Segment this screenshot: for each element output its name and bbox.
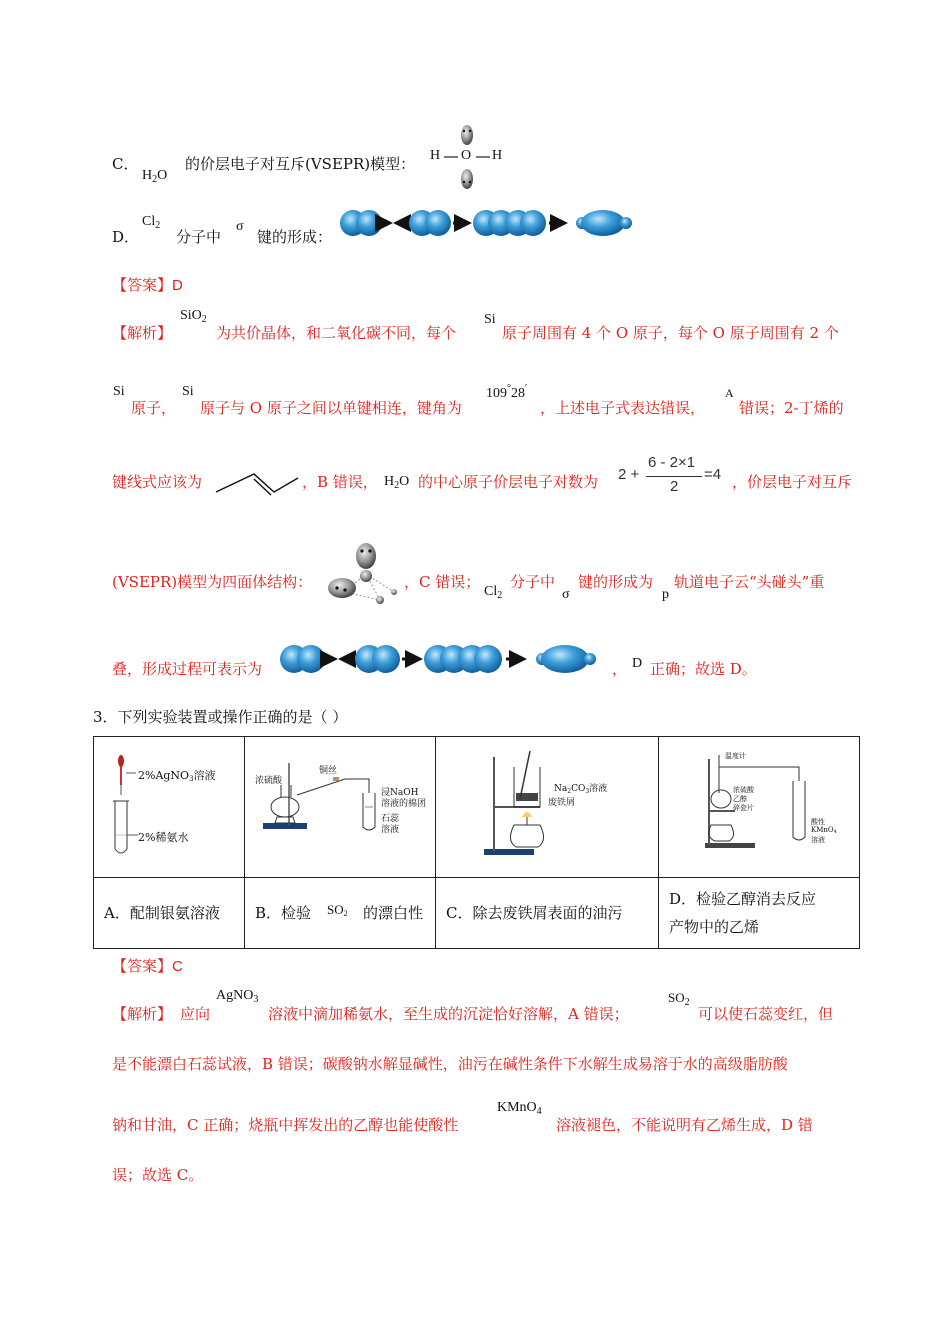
analysis-2-l1c: 可以使石蕊变红，但 [698, 1005, 834, 1023]
analysis-1-line4e: 轨道电子云“头碰头”重 [674, 573, 825, 591]
analysis-2-l3a: 钠和甘油，C 正确；烧瓶中挥发出的乙醇也能使酸性 [112, 1116, 459, 1134]
analysis-1-line2b: 原子与 O 原子之间以单键相连，键角为 [200, 399, 462, 417]
option-d-cell [659, 878, 860, 949]
analysis-1-line2d: 错误；2-丁烯的 [739, 399, 844, 417]
model-o-center: O [461, 148, 472, 163]
analysis-1-sigma: σ [562, 587, 570, 602]
option-c-cell [436, 878, 659, 949]
option-c-text: 的价层电子对互斥(VSEPR)模型： [185, 155, 416, 173]
cl2-sigma-formation-process [278, 641, 608, 677]
question-3-stem: 3．下列实验装置或操作正确的是（ ） [93, 708, 348, 726]
apparatus-a-image [94, 737, 245, 878]
analysis-2-l2: 是不能漂白石蕊试液，B 错误；碳酸钠水解显碱性，油污在碱性条件下水解生成易溶于水的高级脂肪酸 [112, 1055, 788, 1073]
analysis-1-cl2: $Cl_2$ [484, 584, 503, 601]
analysis-2-agno3: AgNO$_3$ [216, 988, 259, 1005]
analysis-1-h2o: $H_2O$ [384, 474, 410, 491]
analysis-1-line3a: 键线式应该为 [112, 473, 203, 491]
analysis-1-p: p [662, 587, 669, 602]
analysis-1-line5a: 叠，形成过程可表示为 [112, 660, 263, 678]
model-h-left: H [430, 148, 441, 163]
answer-2: 【答案】C [112, 957, 183, 975]
option-d-sigma: σ [236, 219, 244, 234]
analysis-2-label: 【解析】 [112, 1005, 173, 1023]
cl2-sigma-formation-diagram [338, 206, 638, 240]
apparatus-c-image: $Na_2CO_3$溶液 废铁屑 [436, 737, 659, 878]
apparatus-b-image: 浓硫酸 铜丝 浸NaOH 溶液的棉团 石蕊 溶液 [245, 737, 436, 878]
analysis-1-line1b: 原子周围有 4 个 O 原子，每个 O 原子周围有 2 个 [502, 324, 839, 342]
analysis-1-si: Si [484, 312, 496, 327]
option-d-letter: D． [112, 228, 140, 246]
answer-1: 【答案】D [112, 276, 183, 294]
analysis-1-line4d: 键的形成为 [578, 573, 654, 591]
analysis-2-l4: 误；故选 C。 [112, 1166, 204, 1184]
option-d-label-1: D．检验乙醇消去反应 [669, 890, 817, 908]
analysis-1-line2c: ，上述电子式表达错误， [540, 399, 706, 417]
analysis-1-line3c: 的中心原子价层电子对数为 [418, 473, 599, 491]
option-b-label-b: 的漂白性 [363, 904, 424, 922]
analysis-1-line5-D: D [632, 656, 643, 671]
option-d-label-2: 产物中的乙烯 [669, 918, 760, 936]
option-b-cell: B．检验 SO2 的漂白性 [245, 878, 436, 949]
option-d-formula: $Cl_2$ [142, 214, 161, 231]
option-a-cell [94, 878, 245, 949]
model-h-right: H [492, 148, 503, 163]
option-a-label: A．配制银氨溶液 [104, 904, 220, 922]
analysis-1-line4a: (VSEPR)模型为四面体结构： [112, 573, 313, 591]
option-c-letter: C． [112, 155, 139, 173]
analysis-1-line3b: ，B 错误， [302, 473, 378, 491]
analysis-2-so2: $SO_2$ [668, 990, 690, 1008]
apparatus-a-label-ammonia: 2%稀氨水 [138, 831, 189, 844]
water-vsepr-model [430, 122, 505, 192]
water-tetrahedral-model [322, 540, 402, 606]
option-d-text1: 分子中 [176, 228, 222, 246]
analysis-1-line2-si2: Si [182, 384, 194, 399]
analysis-1-line5b: ， [612, 660, 628, 678]
analysis-1-line2-si: Si [113, 384, 125, 399]
analysis-1-line4b: ，C 错误； [404, 573, 481, 591]
2-butene-skeletal-formula [214, 468, 300, 500]
apparatus-d-image: 温度计 浓硫酸 乙醇 碎瓷片 酸性 KMnO4 溶液 [659, 737, 860, 878]
analysis-1-line4c: 分子中 [510, 573, 556, 591]
analysis-2-l1a: 应向 [180, 1005, 211, 1023]
option-d-text2: 键的形成： [257, 228, 333, 246]
analysis-1-line2a: 原子， [131, 399, 177, 417]
analysis-2-kmno4: KMnO$_4$ [497, 1100, 542, 1117]
analysis-1-label: 【解析】 [112, 324, 173, 342]
analysis-1-line3d: ，价层电子对互斥 [732, 473, 853, 491]
apparatus-a-label-agno3: 2%AgNO3溶液 [138, 769, 216, 783]
analysis-1-line2-A: A [725, 386, 734, 400]
option-b-label-a: B．检验 [255, 904, 312, 922]
option-c-formula: $H_2O$ [142, 168, 168, 185]
electron-pair-fraction: 2 + 6 - 2×1 2 =4 [618, 454, 722, 495]
analysis-2-l3b: 溶液褪色，不能说明有乙烯生成，D 错 [556, 1116, 813, 1134]
question-3-options-table [93, 736, 860, 949]
analysis-1-angle: 109°28′ [486, 383, 528, 401]
analysis-1-line5c: 正确；故选 D。 [650, 660, 757, 678]
option-c-label: C．除去废铁屑表面的油污 [446, 904, 623, 922]
analysis-1-line1a: 为共价晶体，和二氧化碳不同，每个 [216, 324, 457, 342]
apparatus-c-label-na2co3: $Na_2CO_3$溶液 [554, 784, 608, 795]
analysis-1-sio2: SiO$_2$ [180, 308, 207, 325]
analysis-2-l1b: 溶液中滴加稀氨水，至生成的沉淀恰好溶解，A 错误； [268, 1005, 629, 1023]
